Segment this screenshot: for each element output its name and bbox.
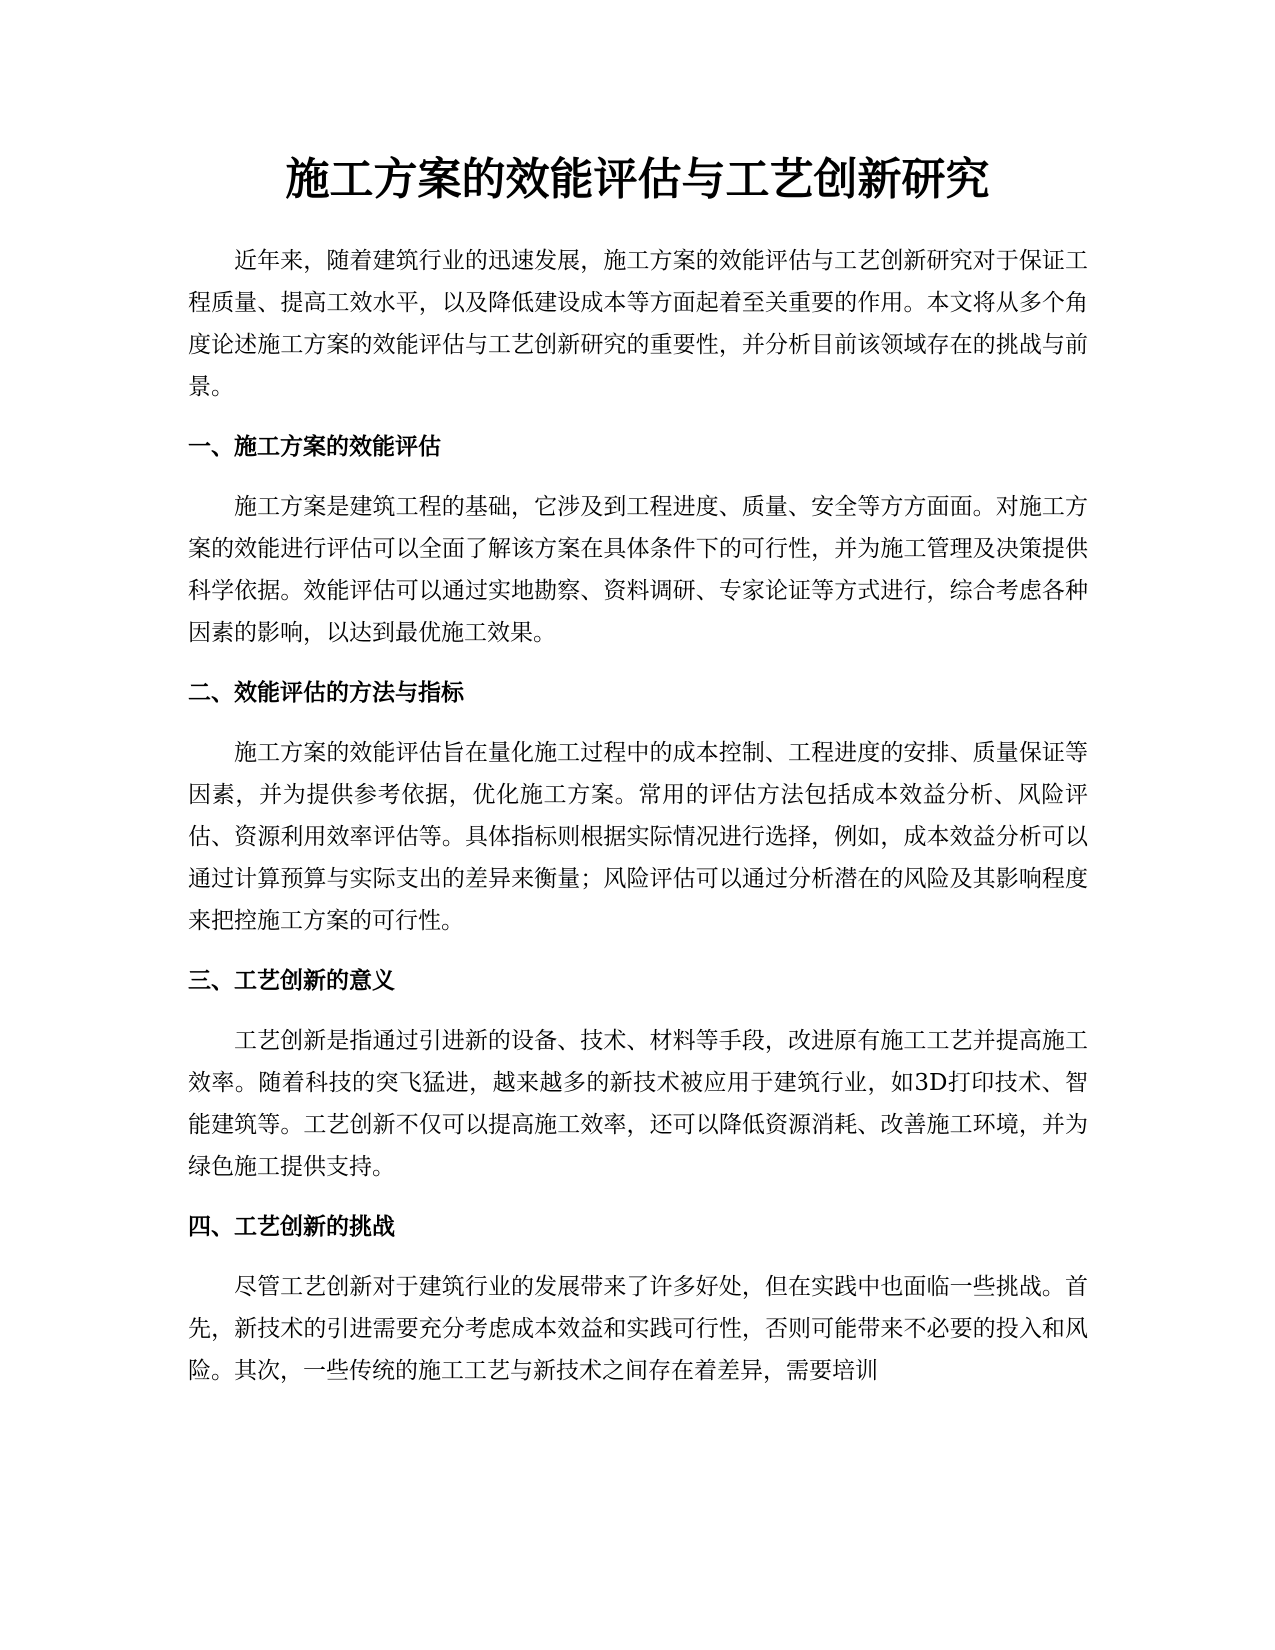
section-heading-1: 一、施工方案的效能评估 xyxy=(188,434,441,460)
section-paragraph-4: 尽管工艺创新对于建筑行业的发展带来了许多好处，但在实践中也面临一些挑战。首先，新技术的引进需要充分考虑成本效益和实践可行性，否则可能带来不必要的投入和风险。其次，一些传统的施工工艺与新技术之间存在着差异，需要培训 xyxy=(188,1274,1088,1384)
section-heading-2: 二、效能评估的方法与指标 xyxy=(188,680,464,706)
intro-paragraph: 近年来，随着建筑行业的迅速发展，施工方案的效能评估与工艺创新研究对于保证工程质量、提高工效水平，以及降低建设成本等方面起着至关重要的作用。本文将从多个角度论述施工方案的效能评估与工艺创新研究的重要性，并分析目前该领域存在的挑战与前景。 xyxy=(188,248,1088,400)
section-paragraph-3: 工艺创新是指通过引进新的设备、技术、材料等手段，改进原有施工工艺并提高施工效率。随着科技的突飞猛进，越来越多的新技术被应用于建筑行业，如3D打印技术、智能建筑等。工艺创新不仅可以提高施工效率，还可以降低资源消耗、改善施工环境，并为绿色施工提供支持。 xyxy=(188,1028,1088,1180)
document-title: 施工方案的效能评估与工艺创新研究 xyxy=(285,154,990,205)
section-heading-4: 四、工艺创新的挑战 xyxy=(188,1214,395,1240)
section-heading-3: 三、工艺创新的意义 xyxy=(188,968,395,994)
section-paragraph-2: 施工方案的效能评估旨在量化施工过程中的成本控制、工程进度的安排、质量保证等因素，并为提供参考依据，优化施工方案。常用的评估方法包括成本效益分析、风险评估、资源利用效率评估等。具体指标则根据实际情况进行选择，例如，成本效益分析可以通过计算预算与实际支出的差异来衡量；风险评估可以通过分析潜在的风险及其影响程度来把控施工方案的可行性。 xyxy=(188,740,1088,934)
document-body xyxy=(188,240,1088,1392)
section-paragraph-1: 施工方案是建筑工程的基础，它涉及到工程进度、质量、安全等方方面面。对施工方案的效能进行评估可以全面了解该方案在具体条件下的可行性，并为施工管理及决策提供科学依据。效能评估可以通过实地勘察、资料调研、专家论证等方式进行，综合考虑各种因素的影响，以达到最优施工效果。 xyxy=(188,494,1088,646)
